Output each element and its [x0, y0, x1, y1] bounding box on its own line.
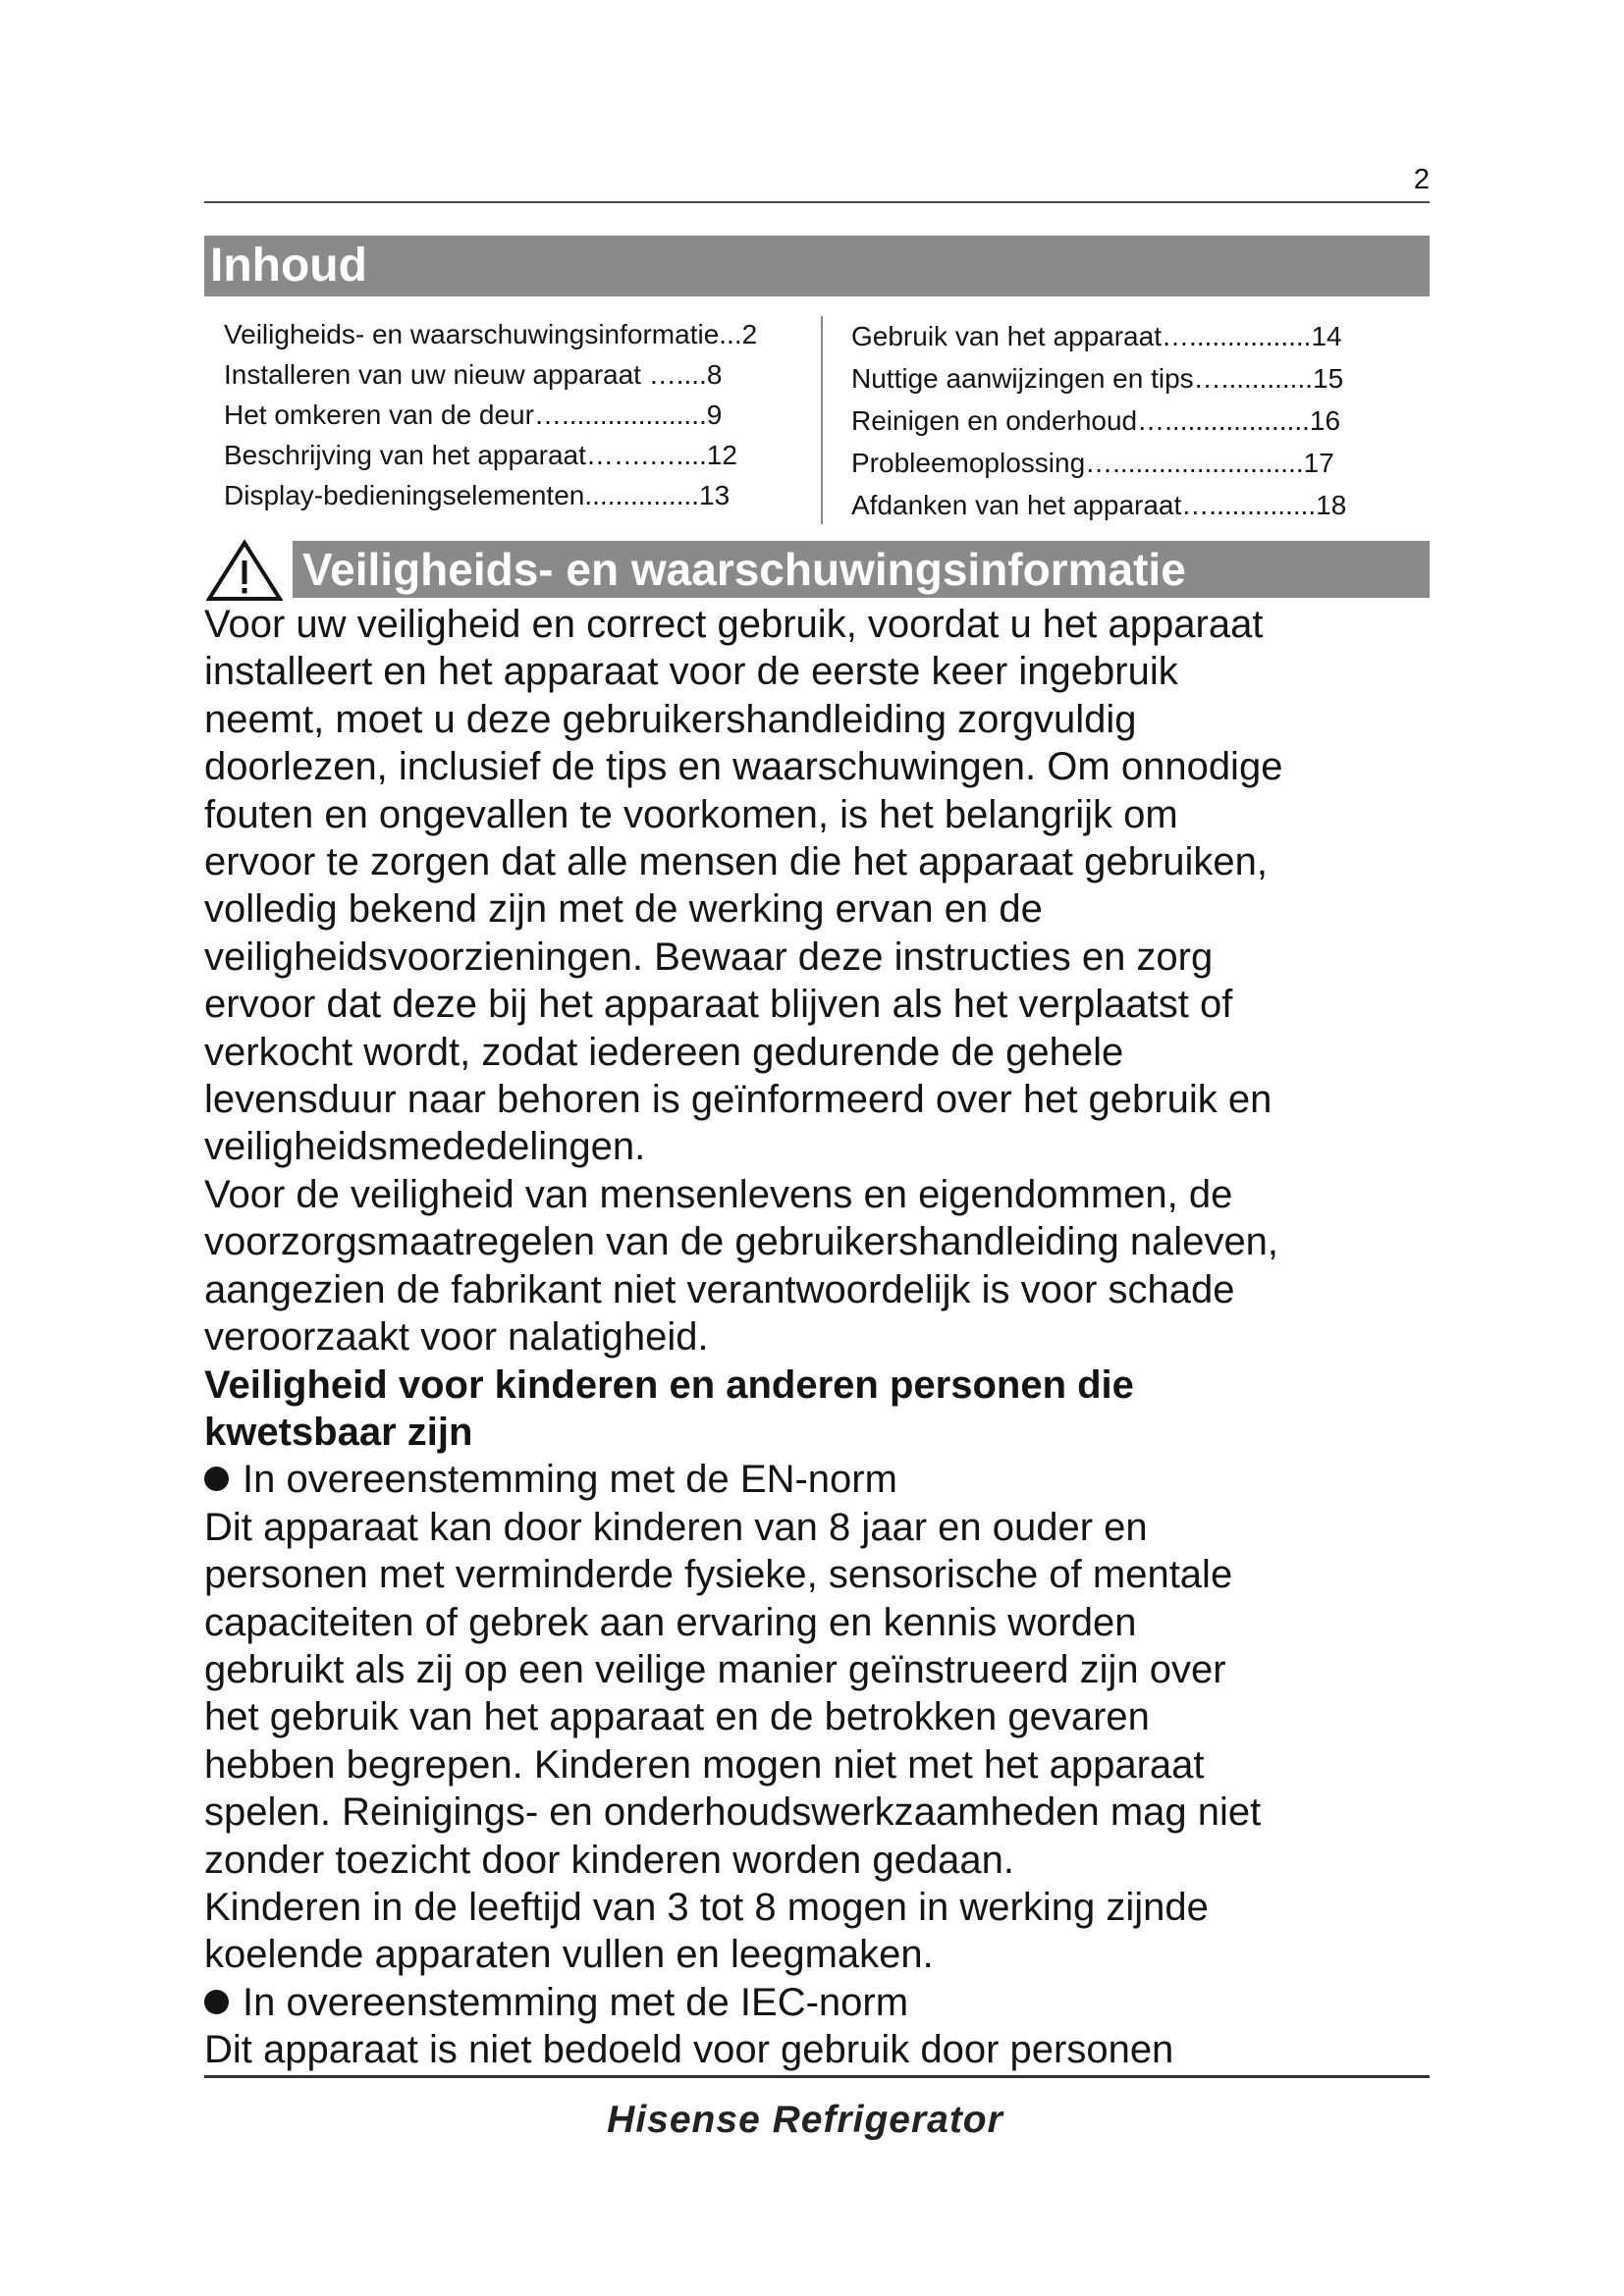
section-title: Veiligheids- en waarschuwingsinformatie: [293, 541, 1430, 598]
bullet-icon: [204, 1467, 229, 1491]
subheading-line: Veiligheid voor kinderen en anderen personen die: [204, 1362, 1134, 1407]
toc-entry[interactable]: Beschrijving van het apparaat…….…....12: [224, 440, 737, 470]
text-line: doorlezen, inclusief de tips en waarschuwingen. Om onnodige: [204, 745, 1283, 789]
toc-entry[interactable]: Het omkeren van de deur…...................9: [224, 400, 723, 430]
text-line: gebruikt als zij op een veilige manier geïnstrueerd zijn over: [204, 1647, 1226, 1691]
text-line: installeert en het apparaat voor de eerste keer ingebruik: [204, 650, 1178, 694]
safety-section-heading: [204, 539, 1430, 602]
toc-title: Inhoud: [204, 236, 1430, 296]
bullet-text: In overeenstemming met de IEC-norm: [243, 1980, 909, 2024]
text-line: levensduur naar behoren is geïnformeerd over het gebruik en: [204, 1078, 1272, 1122]
brand-footer: Hisense Refrigerator: [607, 2099, 1003, 2141]
text-line: veiligheidsvoorzieningen. Bewaar deze instructies en zorg: [204, 934, 1214, 979]
toc-entry[interactable]: Afdanken van het apparaat…..............18: [851, 490, 1347, 520]
text-line: fouten en ongevallen te voorkomen, is het belangrijk om: [204, 792, 1178, 836]
toc-entry[interactable]: Reinigen en onderhoud…...................16: [851, 405, 1341, 436]
text-line: veroorzaakt voor nalatigheid.: [204, 1315, 709, 1360]
iec-norm-paragraph: [204, 2026, 1432, 2073]
toc-entry[interactable]: Gebruik van het apparaat…................14: [851, 321, 1342, 351]
text-line: hebben begrepen. Kinderen mogen niet met het apparaat: [204, 1742, 1205, 1787]
toc-entry[interactable]: Display-bedieningselementen...............13: [224, 480, 731, 510]
bullet-text: In overeenstemming met de EN-norm: [243, 1458, 897, 1502]
toc-entry[interactable]: Veiligheids- en waarschuwingsinformatie...2: [224, 319, 758, 349]
text-line: aangezien de fabrikant niet verantwoordelijk is voor schade: [204, 1267, 1235, 1311]
text-line: neemt, moet u deze gebruikershandleiding zorgvuldig: [204, 697, 1137, 741]
en-norm-paragraph: [204, 1504, 1432, 1884]
text-line: het gebruik van het apparaat en de betrokken gevaren: [204, 1695, 1150, 1739]
subheading-line: kwetsbaar zijn: [204, 1410, 473, 1454]
text-line: Dit apparaat is niet bedoeld voor gebruik door personen: [204, 2028, 1174, 2072]
text-line: voorzorgsmaatregelen van de gebruikershandleiding naleven,: [204, 1220, 1279, 1264]
children-age-paragraph: [204, 1884, 1432, 1979]
footer-rule: [204, 2075, 1430, 2078]
text-line: veiligheidsmededelingen.: [204, 1125, 646, 1169]
toc-right-column: [851, 314, 1624, 525]
page-number: 2: [1413, 164, 1430, 195]
text-line: spelen. Reinigings- en onderhoudswerkzaamheden mag niet: [204, 1790, 1262, 1835]
responsibility-paragraph: [204, 1171, 1432, 1362]
text-line: ervoor dat deze bij het apparaat blijven als het verplaatst of: [204, 983, 1233, 1027]
text-line: capaciteiten of gebrek aan ervaring en kennis worden: [204, 1600, 1137, 1644]
header-rule: [204, 201, 1430, 203]
bullet-en-norm: [204, 1456, 1432, 1503]
text-line: personen met verminderde fysieke, sensorische of mentale: [204, 1553, 1233, 1597]
text-line: ervoor te zorgen dat alle mensen die het apparaat gebruiken,: [204, 840, 1268, 884]
toc-entry[interactable]: Probleemoplossing….........................17: [851, 448, 1334, 478]
intro-paragraph: [204, 601, 1432, 1171]
text-line: Voor de veiligheid van mensenlevens en eigendommen, de: [204, 1172, 1233, 1216]
safety-body-text: [204, 601, 1432, 2074]
bullet-iec-norm: [204, 1979, 1432, 2026]
text-line: koelende apparaten vullen en leegmaken.: [204, 1933, 934, 1977]
bullet-icon: [204, 1990, 229, 2014]
text-line: zonder toezicht door kinderen worden gedaan.: [204, 1838, 1014, 1882]
warning-triangle-icon: [206, 539, 283, 602]
text-line: Voor uw veiligheid en correct gebruik, voordat u het apparaat: [204, 603, 1264, 646]
toc-divider: [821, 316, 823, 524]
text-line: Kinderen in de leeftijd van 3 tot 8 mogen in werking zijnde: [204, 1885, 1209, 1929]
toc-entry[interactable]: Installeren van uw nieuw apparaat …....8: [224, 359, 723, 390]
table-of-contents: [204, 314, 1430, 530]
text-line: verkocht wordt, zodat iedereen gedurende de gehele: [204, 1030, 1124, 1074]
toc-entry[interactable]: Nuttige aanwijzingen en tips…............15: [851, 363, 1344, 394]
children-safety-subheading: [204, 1362, 1432, 1457]
text-line: volledig bekend zijn met de werking ervan en de: [204, 887, 1043, 932]
text-line: Dit apparaat kan door kinderen van 8 jaar en ouder en: [204, 1505, 1148, 1549]
